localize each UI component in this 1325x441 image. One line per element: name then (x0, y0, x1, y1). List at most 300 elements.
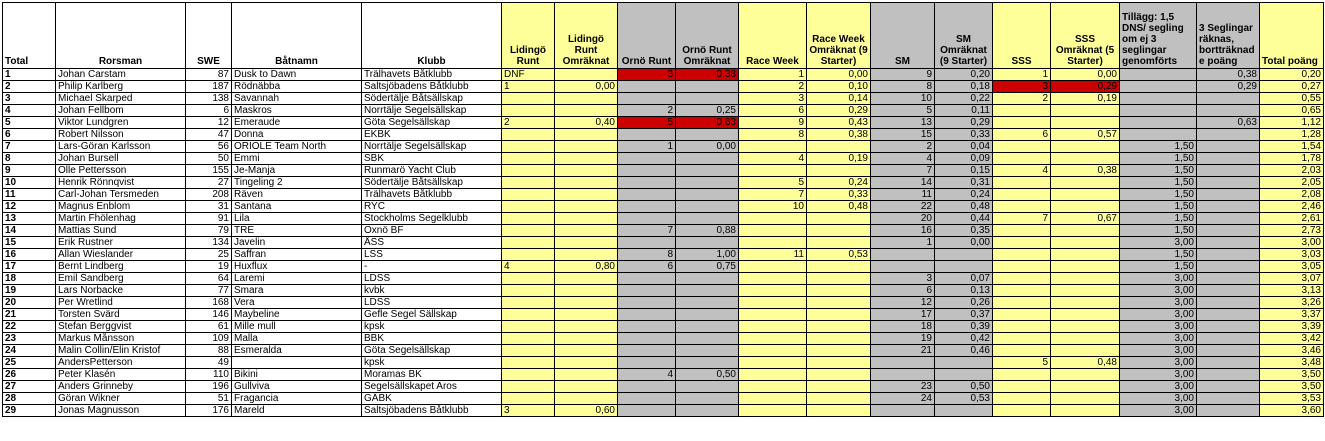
cell-sm: 17 (871, 309, 935, 321)
cell-total-poang: 2,05 (1260, 177, 1324, 189)
cell-total-poang: 3,37 (1260, 309, 1324, 321)
cell-race-week-omraknat: 0,10 (807, 81, 871, 93)
cell-sss (993, 381, 1051, 393)
cell-lidingo-omraknat (555, 225, 618, 237)
cell-sss-omraknat (1051, 273, 1120, 285)
cell-swe: 27 (186, 177, 232, 189)
cell-race-week: 2 (739, 81, 807, 93)
cell-sm-omraknat: 0,00 (935, 237, 993, 249)
cell-sss (993, 393, 1051, 405)
cell-batnamn: Lila (232, 213, 362, 225)
cell-orno-runt (618, 273, 676, 285)
cell-tillagg: 3,00 (1120, 321, 1197, 333)
cell-sss (993, 237, 1051, 249)
cell-race-week: 5 (739, 177, 807, 189)
cell-sss (993, 405, 1051, 417)
cell-sss (993, 117, 1051, 129)
cell-orno-omraknat (676, 129, 739, 141)
cell-batnamn: Maybeline (232, 309, 362, 321)
cell-race-week: 6 (739, 105, 807, 117)
cell-orno-omraknat (676, 177, 739, 189)
cell-race-week: 9 (739, 117, 807, 129)
cell-lidingo-runt (502, 165, 555, 177)
cell-sm-omraknat: 0,29 (935, 117, 993, 129)
cell-lidingo-omraknat (555, 165, 618, 177)
cell-sm-omraknat (935, 249, 993, 261)
cell-klubb: Trälhavets Båtklubb (362, 189, 502, 201)
results-table (2, 2, 1324, 417)
cell-sss-omraknat (1051, 153, 1120, 165)
cell-sm-omraknat: 0,09 (935, 153, 993, 165)
header-orno-runt-omraknat: Ornö Runt Omräknat (676, 3, 739, 69)
cell-total-poang: 3,46 (1260, 345, 1324, 357)
cell-swe: 19 (186, 261, 232, 273)
cell-lidingo-runt (502, 105, 555, 117)
cell-sm: 21 (871, 345, 935, 357)
cell-orno-omraknat (676, 321, 739, 333)
cell-total: 8 (3, 153, 56, 165)
cell-total-poang: 2,73 (1260, 225, 1324, 237)
table-row (3, 153, 1324, 165)
cell-rorsman: Lars-Göran Karlsson (56, 141, 186, 153)
cell-orno-runt: 8 (618, 249, 676, 261)
cell-race-week-omraknat: 0,00 (807, 69, 871, 81)
cell-race-week-omraknat (807, 345, 871, 357)
cell-orno-omraknat: 0,50 (676, 369, 739, 381)
cell-tillagg (1120, 105, 1197, 117)
cell-total-poang: 3,03 (1260, 249, 1324, 261)
cell-klubb: BBK (362, 333, 502, 345)
table-row (3, 129, 1324, 141)
cell-sss-omraknat: 0,29 (1051, 81, 1120, 93)
cell-bortraknad (1197, 285, 1260, 297)
cell-klubb: kvbk (362, 285, 502, 297)
cell-klubb: - (362, 261, 502, 273)
cell-orno-omraknat (676, 405, 739, 417)
cell-lidingo-runt (502, 381, 555, 393)
cell-batnamn: TRE (232, 225, 362, 237)
cell-sss (993, 321, 1051, 333)
cell-race-week-omraknat: 0,43 (807, 117, 871, 129)
cell-rorsman: Emil Sandberg (56, 273, 186, 285)
cell-total: 2 (3, 81, 56, 93)
cell-lidingo-runt (502, 237, 555, 249)
cell-batnamn: Je-Manja (232, 165, 362, 177)
cell-bortraknad (1197, 141, 1260, 153)
table-row (3, 201, 1324, 213)
table-row (3, 369, 1324, 381)
cell-sss: 5 (993, 357, 1051, 369)
cell-total: 21 (3, 309, 56, 321)
cell-lidingo-runt: 4 (502, 261, 555, 273)
cell-sss (993, 189, 1051, 201)
cell-lidingo-runt: 1 (502, 81, 555, 93)
cell-lidingo-runt (502, 153, 555, 165)
cell-total-poang: 2,03 (1260, 165, 1324, 177)
cell-bortraknad (1197, 309, 1260, 321)
cell-sss-omraknat (1051, 333, 1120, 345)
cell-sm: 18 (871, 321, 935, 333)
cell-total-poang: 3,05 (1260, 261, 1324, 273)
header-sm: SM (871, 3, 935, 69)
cell-sm (871, 369, 935, 381)
cell-race-week (739, 321, 807, 333)
cell-race-week-omraknat (807, 381, 871, 393)
cell-total-poang: 3,50 (1260, 381, 1324, 393)
cell-total: 5 (3, 117, 56, 129)
cell-rorsman: Lars Norbacke (56, 285, 186, 297)
cell-sm-omraknat: 0,33 (935, 129, 993, 141)
cell-race-week (739, 357, 807, 369)
cell-sss (993, 177, 1051, 189)
cell-bortraknad (1197, 261, 1260, 273)
cell-swe: 109 (186, 333, 232, 345)
cell-total-poang: 3,13 (1260, 285, 1324, 297)
cell-swe: 6 (186, 105, 232, 117)
cell-rorsman: Carl-Johan Tersmeden (56, 189, 186, 201)
cell-total: 11 (3, 189, 56, 201)
cell-bortraknad (1197, 381, 1260, 393)
cell-tillagg (1120, 93, 1197, 105)
cell-sss-omraknat (1051, 405, 1120, 417)
cell-lidingo-omraknat (555, 369, 618, 381)
cell-total-poang: 3,26 (1260, 297, 1324, 309)
cell-sss: 4 (993, 165, 1051, 177)
cell-rorsman: Johan Fellbom (56, 105, 186, 117)
table-row (3, 261, 1324, 273)
cell-total: 3 (3, 93, 56, 105)
cell-sm-omraknat (935, 369, 993, 381)
cell-sm-omraknat: 0,44 (935, 213, 993, 225)
cell-klubb: Moramas BK (362, 369, 502, 381)
cell-total: 19 (3, 285, 56, 297)
cell-bortraknad (1197, 357, 1260, 369)
cell-tillagg: 3,00 (1120, 345, 1197, 357)
cell-rorsman: Torsten Svärd (56, 309, 186, 321)
cell-klubb: GÄBK (362, 393, 502, 405)
cell-lidingo-omraknat (555, 393, 618, 405)
cell-bortraknad (1197, 93, 1260, 105)
cell-race-week (739, 261, 807, 273)
cell-klubb: Oxnö BF (362, 225, 502, 237)
cell-total: 16 (3, 249, 56, 261)
cell-total-poang: 2,46 (1260, 201, 1324, 213)
cell-total-poang: 3,07 (1260, 273, 1324, 285)
header-sss: SSS (993, 3, 1051, 69)
cell-rorsman: Robert Nilsson (56, 129, 186, 141)
cell-batnamn: Saffran (232, 249, 362, 261)
cell-race-week (739, 369, 807, 381)
cell-sss-omraknat (1051, 141, 1120, 153)
cell-orno-omraknat (676, 81, 739, 93)
cell-bortraknad (1197, 153, 1260, 165)
cell-lidingo-omraknat: 0,80 (555, 261, 618, 273)
cell-sss-omraknat (1051, 177, 1120, 189)
cell-sss: 2 (993, 93, 1051, 105)
cell-klubb: Göta Segelsällskap (362, 117, 502, 129)
cell-sss-omraknat (1051, 261, 1120, 273)
cell-orno-runt (618, 153, 676, 165)
cell-lidingo-runt (502, 213, 555, 225)
cell-total-poang: 2,61 (1260, 213, 1324, 225)
cell-tillagg: 1,50 (1120, 201, 1197, 213)
cell-total: 1 (3, 69, 56, 81)
cell-batnamn: Vera (232, 297, 362, 309)
cell-orno-omraknat (676, 285, 739, 297)
cell-lidingo-omraknat (555, 237, 618, 249)
cell-sss-omraknat (1051, 225, 1120, 237)
cell-total: 13 (3, 213, 56, 225)
cell-race-week-omraknat (807, 261, 871, 273)
cell-klubb: SBK (362, 153, 502, 165)
cell-orno-runt: 3 (618, 69, 676, 81)
cell-orno-omraknat (676, 357, 739, 369)
cell-lidingo-omraknat (555, 345, 618, 357)
cell-total: 7 (3, 141, 56, 153)
cell-sm: 2 (871, 141, 935, 153)
cell-sm-omraknat: 0,18 (935, 81, 993, 93)
cell-swe: 138 (186, 93, 232, 105)
cell-lidingo-omraknat (555, 357, 618, 369)
cell-race-week: 11 (739, 249, 807, 261)
cell-lidingo-runt (502, 297, 555, 309)
cell-swe: 25 (186, 249, 232, 261)
cell-sss (993, 225, 1051, 237)
cell-lidingo-runt (502, 357, 555, 369)
cell-race-week (739, 393, 807, 405)
cell-swe: 110 (186, 369, 232, 381)
table-row (3, 177, 1324, 189)
cell-sm: 4 (871, 153, 935, 165)
cell-orno-omraknat (676, 237, 739, 249)
cell-lidingo-omraknat (555, 69, 618, 81)
cell-sm: 5 (871, 105, 935, 117)
table-row (3, 249, 1324, 261)
cell-orno-runt (618, 381, 676, 393)
cell-sm-omraknat: 0,04 (935, 141, 993, 153)
cell-total: 17 (3, 261, 56, 273)
header-total: Total (3, 3, 56, 69)
cell-lidingo-omraknat (555, 333, 618, 345)
cell-sss-omraknat: 0,48 (1051, 357, 1120, 369)
cell-batnamn: Javelin (232, 237, 362, 249)
cell-klubb: LSS (362, 249, 502, 261)
cell-sss-omraknat (1051, 381, 1120, 393)
cell-total-poang: 1,54 (1260, 141, 1324, 153)
cell-total: 28 (3, 393, 56, 405)
cell-sss-omraknat (1051, 345, 1120, 357)
cell-race-week-omraknat (807, 273, 871, 285)
cell-rorsman: Olle Pettersson (56, 165, 186, 177)
cell-rorsman: Peter Klasén (56, 369, 186, 381)
cell-lidingo-omraknat (555, 177, 618, 189)
cell-lidingo-omraknat (555, 213, 618, 225)
cell-total-poang: 3,48 (1260, 357, 1324, 369)
cell-orno-runt: 5 (618, 117, 676, 129)
cell-rorsman: Magnus Enblom (56, 201, 186, 213)
cell-lidingo-omraknat (555, 381, 618, 393)
cell-sss-omraknat (1051, 201, 1120, 213)
cell-klubb: Stockholms Segelklubb (362, 213, 502, 225)
table-row (3, 393, 1324, 405)
cell-rorsman: AndersPetterson (56, 357, 186, 369)
cell-bortraknad (1197, 345, 1260, 357)
cell-sss (993, 153, 1051, 165)
cell-orno-runt (618, 93, 676, 105)
header-batnamn: Båtnamn (232, 3, 362, 69)
cell-sm: 3 (871, 273, 935, 285)
cell-bortraknad (1197, 237, 1260, 249)
cell-sm: 12 (871, 297, 935, 309)
table-row (3, 285, 1324, 297)
cell-race-week (739, 405, 807, 417)
cell-race-week-omraknat (807, 405, 871, 417)
cell-batnamn: Emmi (232, 153, 362, 165)
cell-tillagg: 3,00 (1120, 285, 1197, 297)
cell-bortraknad (1197, 393, 1260, 405)
cell-batnamn: Gullviva (232, 381, 362, 393)
table-row (3, 93, 1324, 105)
cell-sss-omraknat: 0,67 (1051, 213, 1120, 225)
cell-total: 15 (3, 237, 56, 249)
cell-total: 14 (3, 225, 56, 237)
cell-batnamn: Rödnäbba (232, 81, 362, 93)
cell-sm: 8 (871, 81, 935, 93)
cell-sss (993, 285, 1051, 297)
cell-orno-omraknat: 0,75 (676, 261, 739, 273)
cell-lidingo-runt (502, 225, 555, 237)
cell-sss-omraknat (1051, 297, 1120, 309)
table-row (3, 189, 1324, 201)
cell-orno-omraknat: 0,38 (676, 69, 739, 81)
cell-bortraknad (1197, 369, 1260, 381)
cell-bortraknad (1197, 177, 1260, 189)
cell-swe: 146 (186, 309, 232, 321)
cell-swe: 61 (186, 321, 232, 333)
cell-lidingo-runt: DNF (502, 69, 555, 81)
header-rorsman: Rorsman (56, 3, 186, 69)
cell-lidingo-runt: 2 (502, 117, 555, 129)
cell-sss: 7 (993, 213, 1051, 225)
cell-bortraknad (1197, 129, 1260, 141)
header-orno-runt: Ornö Runt (618, 3, 676, 69)
cell-bortraknad (1197, 249, 1260, 261)
table-row (3, 213, 1324, 225)
cell-orno-omraknat: 0,25 (676, 105, 739, 117)
cell-tillagg: 1,50 (1120, 225, 1197, 237)
cell-lidingo-omraknat: 0,00 (555, 81, 618, 93)
header-klubb: Klubb (362, 3, 502, 69)
table-row (3, 105, 1324, 117)
cell-race-week (739, 297, 807, 309)
cell-swe: 168 (186, 297, 232, 309)
cell-rorsman: Michael Skarped (56, 93, 186, 105)
cell-sm-omraknat: 0,22 (935, 93, 993, 105)
cell-lidingo-omraknat (555, 201, 618, 213)
cell-sm: 13 (871, 117, 935, 129)
cell-bortraknad (1197, 297, 1260, 309)
cell-tillagg: 3,00 (1120, 237, 1197, 249)
cell-rorsman: Philip Karlberg (56, 81, 186, 93)
cell-sm (871, 357, 935, 369)
cell-sm-omraknat: 0,42 (935, 333, 993, 345)
cell-tillagg: 3,00 (1120, 393, 1197, 405)
cell-sss-omraknat (1051, 189, 1120, 201)
cell-race-week: 10 (739, 201, 807, 213)
table-row (3, 381, 1324, 393)
header-lidingo-runt-omraknat: Lidingö Runt Omräknat (555, 3, 618, 69)
table-row (3, 345, 1324, 357)
cell-race-week: 7 (739, 189, 807, 201)
cell-lidingo-runt (502, 177, 555, 189)
cell-sss (993, 141, 1051, 153)
cell-lidingo-omraknat (555, 309, 618, 321)
cell-race-week: 8 (739, 129, 807, 141)
cell-lidingo-runt (502, 393, 555, 405)
cell-rorsman: Erik Rustner (56, 237, 186, 249)
cell-race-week-omraknat (807, 309, 871, 321)
cell-klubb: Segelsällskapet Aros (362, 381, 502, 393)
cell-race-week (739, 333, 807, 345)
cell-sss: 6 (993, 129, 1051, 141)
cell-rorsman: Henrik Rönnqvist (56, 177, 186, 189)
cell-orno-runt (618, 405, 676, 417)
cell-batnamn: Savannah (232, 93, 362, 105)
cell-sm: 20 (871, 213, 935, 225)
cell-klubb: LDSS (362, 297, 502, 309)
cell-rorsman: Bernt Lindberg (56, 261, 186, 273)
cell-orno-omraknat (676, 297, 739, 309)
header-lidingo-runt: Lidingö Runt (502, 3, 555, 69)
cell-sm-omraknat: 0,39 (935, 321, 993, 333)
cell-sm: 22 (871, 201, 935, 213)
cell-sm: 19 (871, 333, 935, 345)
cell-lidingo-omraknat (555, 321, 618, 333)
cell-sm-omraknat: 0,53 (935, 393, 993, 405)
cell-rorsman: Johan Bursell (56, 153, 186, 165)
cell-sm: 16 (871, 225, 935, 237)
cell-sm: 1 (871, 237, 935, 249)
cell-klubb: Trälhavets Båtklubb (362, 69, 502, 81)
cell-orno-omraknat (676, 273, 739, 285)
cell-sss-omraknat: 0,38 (1051, 165, 1120, 177)
cell-bortraknad (1197, 225, 1260, 237)
cell-sm-omraknat: 0,11 (935, 105, 993, 117)
cell-tillagg (1120, 81, 1197, 93)
cell-tillagg: 3,00 (1120, 297, 1197, 309)
cell-lidingo-omraknat (555, 105, 618, 117)
cell-orno-omraknat (676, 165, 739, 177)
cell-lidingo-runt (502, 249, 555, 261)
cell-tillagg: 3,00 (1120, 357, 1197, 369)
cell-lidingo-runt (502, 189, 555, 201)
table-row (3, 69, 1324, 81)
cell-batnamn: Fragancia (232, 393, 362, 405)
cell-lidingo-omraknat (555, 273, 618, 285)
cell-lidingo-omraknat (555, 285, 618, 297)
cell-sss (993, 297, 1051, 309)
table-row (3, 297, 1324, 309)
cell-total: 27 (3, 381, 56, 393)
header-race-week: Race Week (739, 3, 807, 69)
cell-total: 9 (3, 165, 56, 177)
cell-sss-omraknat (1051, 369, 1120, 381)
cell-tillagg: 1,50 (1120, 141, 1197, 153)
cell-sm-omraknat: 0,07 (935, 273, 993, 285)
cell-sm-omraknat: 0,48 (935, 201, 993, 213)
table-row (3, 357, 1324, 369)
cell-swe: 87 (186, 69, 232, 81)
